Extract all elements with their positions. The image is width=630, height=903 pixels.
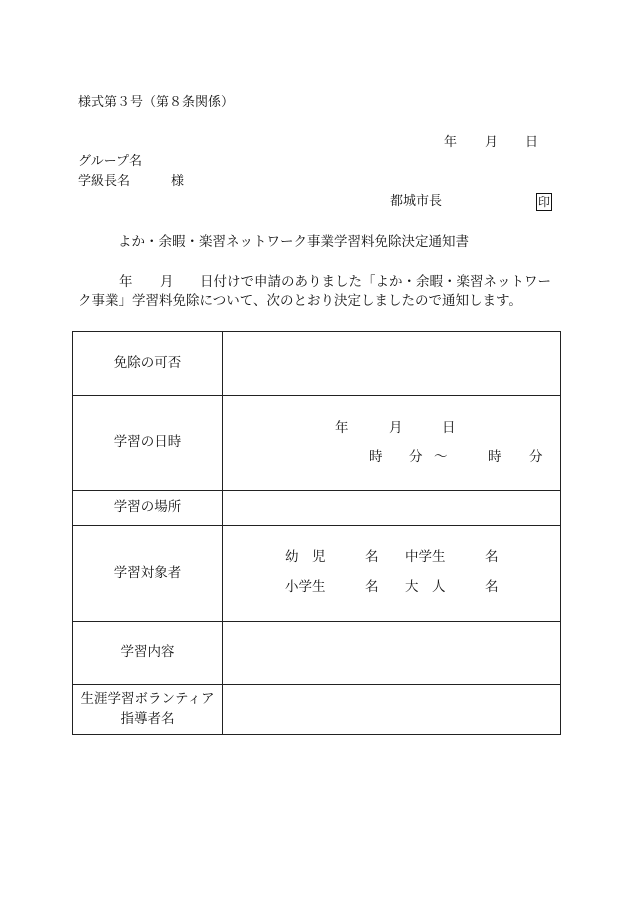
class-leader-label: 学級長名 — [78, 174, 131, 189]
group-name-label: グループ名 — [78, 154, 142, 169]
volunteer-label-line-1: 生涯学習ボランティア — [80, 690, 215, 707]
datetime-minute-end: 分 — [529, 449, 543, 465]
exemption-value-cell — [223, 332, 561, 396]
body-line-1: 日付けで申請のありました「よか・余暇・楽習ネットワー — [200, 274, 551, 290]
participants-elementary-unit: 名 — [365, 579, 379, 595]
participants-value-cell — [223, 526, 561, 622]
table-row — [73, 526, 561, 622]
participants-elementary: 小学生 — [285, 579, 326, 595]
form-number: 様式第３号（第８条関係） — [78, 95, 235, 110]
participants-adult: 大 人 — [405, 579, 446, 595]
datetime-tilde: 〜 — [434, 449, 448, 465]
datetime-day: 日 — [442, 420, 456, 436]
table-row — [73, 622, 561, 685]
participants-infant: 幼 児 — [285, 549, 326, 565]
datetime-year: 年 — [335, 420, 349, 436]
participants-adult-unit: 名 — [485, 579, 499, 595]
body-month: 月 — [160, 274, 174, 290]
participants-junior-high-unit: 名 — [485, 549, 499, 565]
datetime-hour-end: 時 — [488, 449, 502, 465]
row-label-content: 学習内容 — [73, 622, 223, 685]
row-label-datetime: 学習の日時 — [73, 396, 223, 491]
location-value-cell — [223, 491, 561, 526]
table-row — [73, 396, 561, 491]
datetime-value-cell — [223, 396, 561, 491]
table-row — [73, 491, 561, 526]
volunteer-value-cell — [223, 685, 561, 735]
honorific: 様 — [171, 174, 185, 189]
body-line-2: ク事業」学習料免除について、次のとおり決定しましたので通知します。 — [78, 293, 522, 309]
volunteer-label-line-2: 指導者名 — [120, 710, 175, 727]
datetime-minute-start: 分 — [409, 449, 423, 465]
row-label-participants: 学習対象者 — [73, 526, 223, 622]
decision-table — [72, 331, 561, 735]
row-label-volunteer — [73, 685, 223, 735]
datetime-hour-start: 時 — [369, 449, 383, 465]
body-year: 年 — [119, 274, 133, 290]
participants-junior-high: 中学生 — [405, 549, 446, 565]
participants-infant-unit: 名 — [365, 549, 379, 565]
content-value-cell — [223, 622, 561, 685]
row-label-location: 学習の場所 — [73, 491, 223, 526]
date-day-label: 日 — [525, 135, 539, 150]
table-row — [73, 685, 561, 735]
date-month-label: 月 — [485, 135, 499, 150]
seal-mark: 印 — [538, 195, 551, 209]
issuer-name: 都城市長 — [390, 194, 443, 209]
date-year-label: 年 — [444, 135, 458, 150]
datetime-month: 月 — [389, 420, 403, 436]
row-label-exemption: 免除の可否 — [73, 332, 223, 396]
document-title: よか・余暇・楽習ネットワーク事業学習料免除決定通知書 — [118, 234, 469, 250]
table-row — [73, 332, 561, 396]
